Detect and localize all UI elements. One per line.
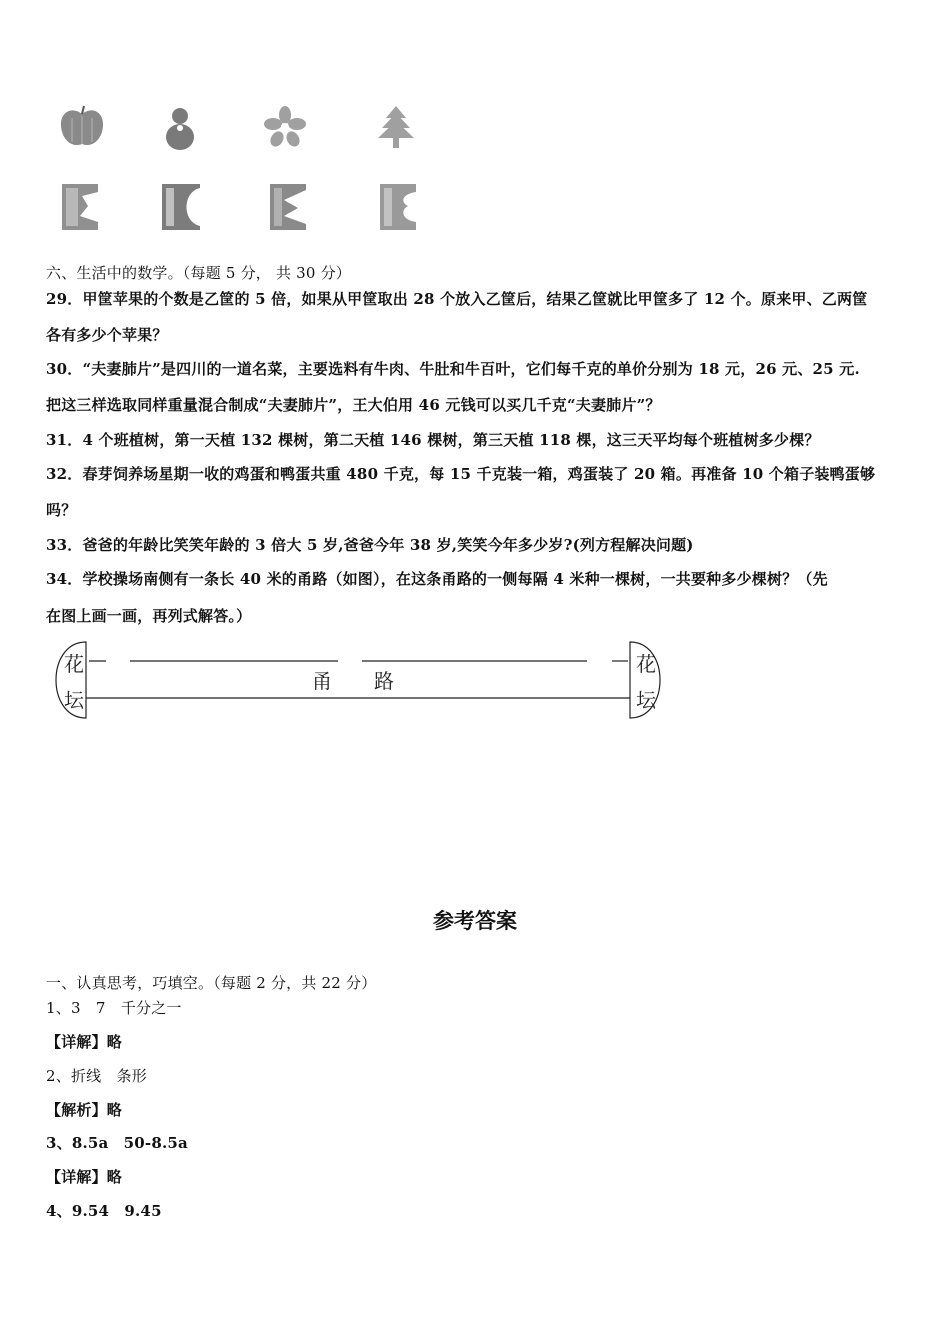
question-31: 31．4 个班植树，第一天植 132 棵树，第二天植 146 棵树，第三天植 118 棵，这三天平均每个班植树多少棵？ bbox=[46, 431, 820, 449]
right-bed-bottom-char: 坛 bbox=[636, 688, 656, 712]
answer-3: 3、8.5a 50-8.5a bbox=[46, 1134, 188, 1152]
question-33: 33．爸爸的年龄比笑笑年龄的 3 倍大 5 岁,爸爸今年 38 岁,笑笑今年多少岁?(列方程解决问题) bbox=[46, 536, 694, 554]
tree-shape-icon bbox=[376, 104, 416, 150]
answer-2: 2、折线 条形 bbox=[46, 1067, 147, 1085]
path-diagram bbox=[46, 640, 676, 730]
question-29-line-2: 各有多少个苹果？ bbox=[46, 326, 168, 344]
apple-shape-icon bbox=[58, 104, 106, 150]
question-34-line-1: 34．学校操场南侧有一条长 40 米的甬路（如图），在这条甬路的一侧每隔 4 米种一棵树，一共要种多少棵树？（先 bbox=[46, 570, 828, 588]
answer-3-note: 【详解】略 bbox=[46, 1168, 123, 1186]
path-label-char-2: 路 bbox=[374, 669, 394, 693]
gourd-shape-icon bbox=[160, 104, 200, 152]
answers-section-1-heading: 一、认真思考，巧填空。（每题 2 分，共 22 分） bbox=[46, 974, 377, 992]
answer-4: 4、9.54 9.45 bbox=[46, 1202, 162, 1220]
flower-shape-icon bbox=[264, 106, 306, 148]
answer-1-note: 【详解】略 bbox=[46, 1033, 123, 1051]
answer-1: 1、3 7 千分之一 bbox=[46, 999, 182, 1017]
question-34-line-2: 在图上画一画，再列式解答。） bbox=[46, 607, 252, 625]
cutout-card-3-icon bbox=[268, 182, 308, 232]
question-29-line-1: 29．甲筐苹果的个数是乙筐的 5 倍，如果从甲筐取出 28 个放入乙筐后，结果乙筐就比甲筐多了 12 个。原来甲、乙两筐 bbox=[46, 290, 868, 308]
question-32-line-1: 32．春芽饲养场星期一收的鸡蛋和鸭蛋共重 480 千克，每 15 千克装一箱，鸡蛋装了 20 箱。再准备 10 个箱子装鸭蛋够 bbox=[46, 465, 876, 483]
cutout-card-1-icon bbox=[60, 182, 100, 232]
question-30-line-1: 30．“夫妻肺片”是四川的一道名菜，主要选料有牛肉、牛肚和牛百叶，它们每千克的单价分别为 18 元，26 元、25 元. bbox=[46, 360, 860, 378]
question-32-line-2: 吗？ bbox=[46, 501, 77, 519]
cutout-card-4-icon bbox=[378, 182, 418, 232]
left-bed-top-char: 花 bbox=[64, 652, 84, 676]
right-bed-top-char: 花 bbox=[636, 652, 656, 676]
left-bed-bottom-char: 坛 bbox=[64, 688, 84, 712]
cutout-card-2-icon bbox=[160, 182, 202, 232]
path-label-char-1: 甬 bbox=[312, 669, 332, 693]
answer-2-note: 【解析】略 bbox=[46, 1101, 123, 1119]
question-30-line-2: 把这三样选取同样重量混合制成“夫妻肺片”，王大伯用 46 元钱可以买几千克“夫妻肺片”？ bbox=[46, 396, 661, 414]
section-6-heading: 六、生活中的数学。（每题 5 分， 共 30 分） bbox=[46, 264, 351, 282]
answers-title: 参考答案 bbox=[433, 908, 517, 933]
